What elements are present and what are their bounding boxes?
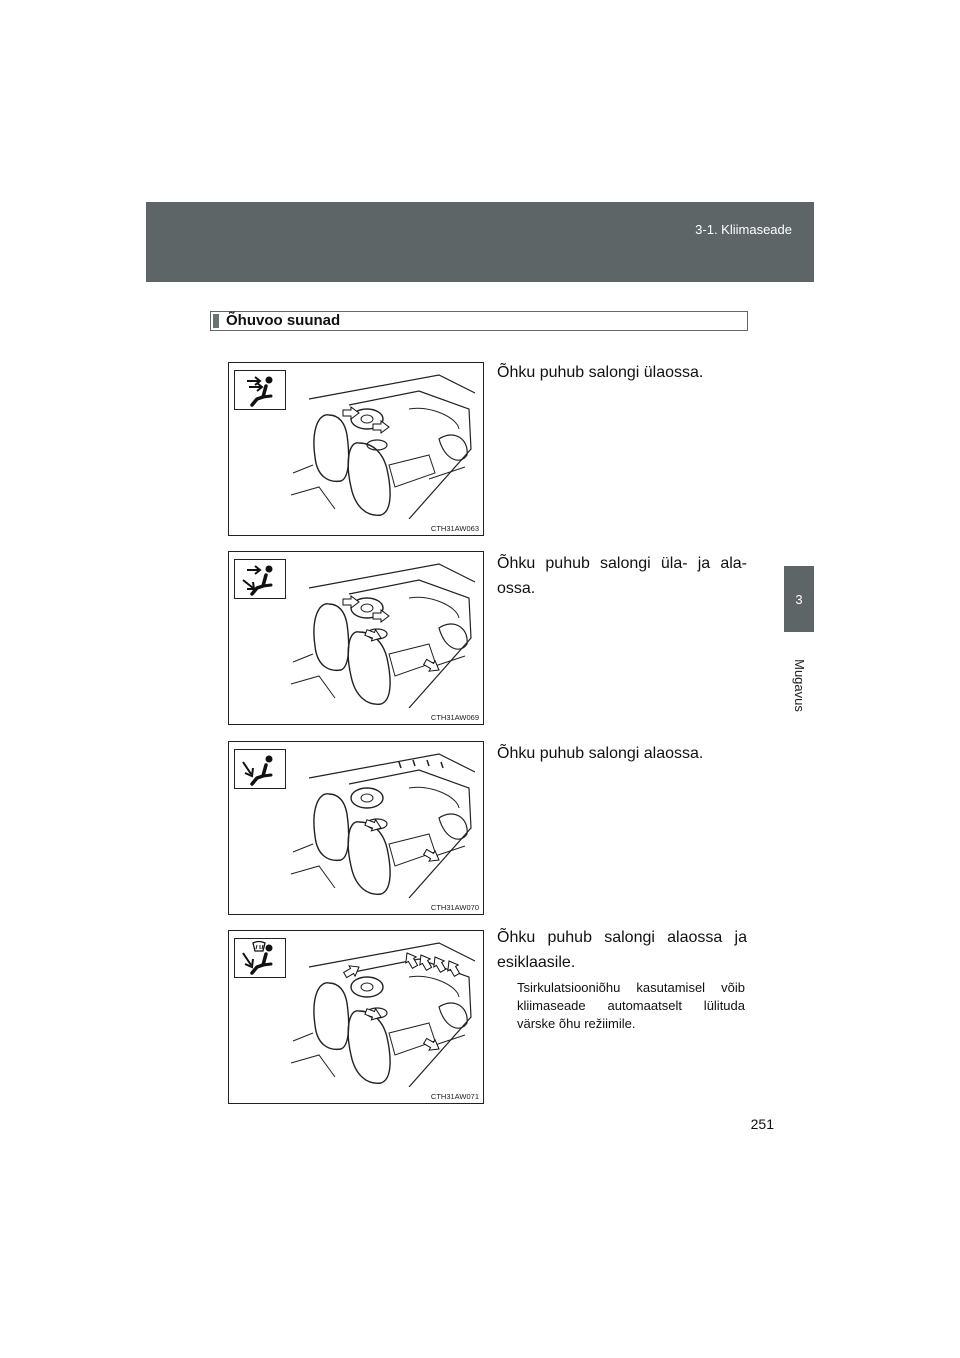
mode-description: Õhku puhub salongi alaossa.: [497, 745, 704, 762]
chapter-number: 3: [795, 591, 803, 607]
car-interior-illustration: [289, 937, 481, 1087]
mode-panel-bilevel: [228, 551, 484, 725]
chapter-name-label: [784, 640, 814, 730]
mode-description: Õhku puhub salongi üla- ja ala-ossa.: [497, 555, 747, 597]
image-code: CTH31AW069: [430, 713, 479, 722]
mode-panel-feet-windshield: [228, 930, 484, 1104]
note-text: Tsirkulatsiooniõhu kasutamisel võib kliimaseade automaatselt lülituda värske õhu režiimile.: [517, 980, 745, 1031]
image-code: CTH31AW063: [430, 524, 479, 533]
section-title: Õhuvoo suunad: [210, 311, 748, 331]
image-code: CTH31AW070: [430, 903, 479, 912]
chapter-tab: [784, 566, 814, 632]
airflow-feet-windshield-icon: [234, 938, 286, 978]
header-band: [146, 202, 814, 282]
image-code: CTH31AW071: [430, 1092, 479, 1101]
mode-panel-face: [228, 362, 484, 536]
airflow-bilevel-icon: [234, 559, 286, 599]
mode-description: Õhku puhub salongi ülaossa.: [497, 364, 704, 381]
car-interior-illustration: [289, 748, 481, 898]
page-number: 251: [750, 1116, 774, 1132]
chapter-name: Mugavus: [791, 658, 807, 712]
mode-panel-feet: [228, 741, 484, 915]
car-interior-illustration: [289, 369, 481, 519]
section-label: 3-1. Kliimaseade: [695, 222, 792, 237]
airflow-feet-icon: [234, 749, 286, 789]
car-interior-illustration: [289, 558, 481, 708]
airflow-face-icon: [234, 370, 286, 410]
mode-description: Õhku puhub salongi alaossa ja esiklaasile.: [497, 929, 747, 971]
